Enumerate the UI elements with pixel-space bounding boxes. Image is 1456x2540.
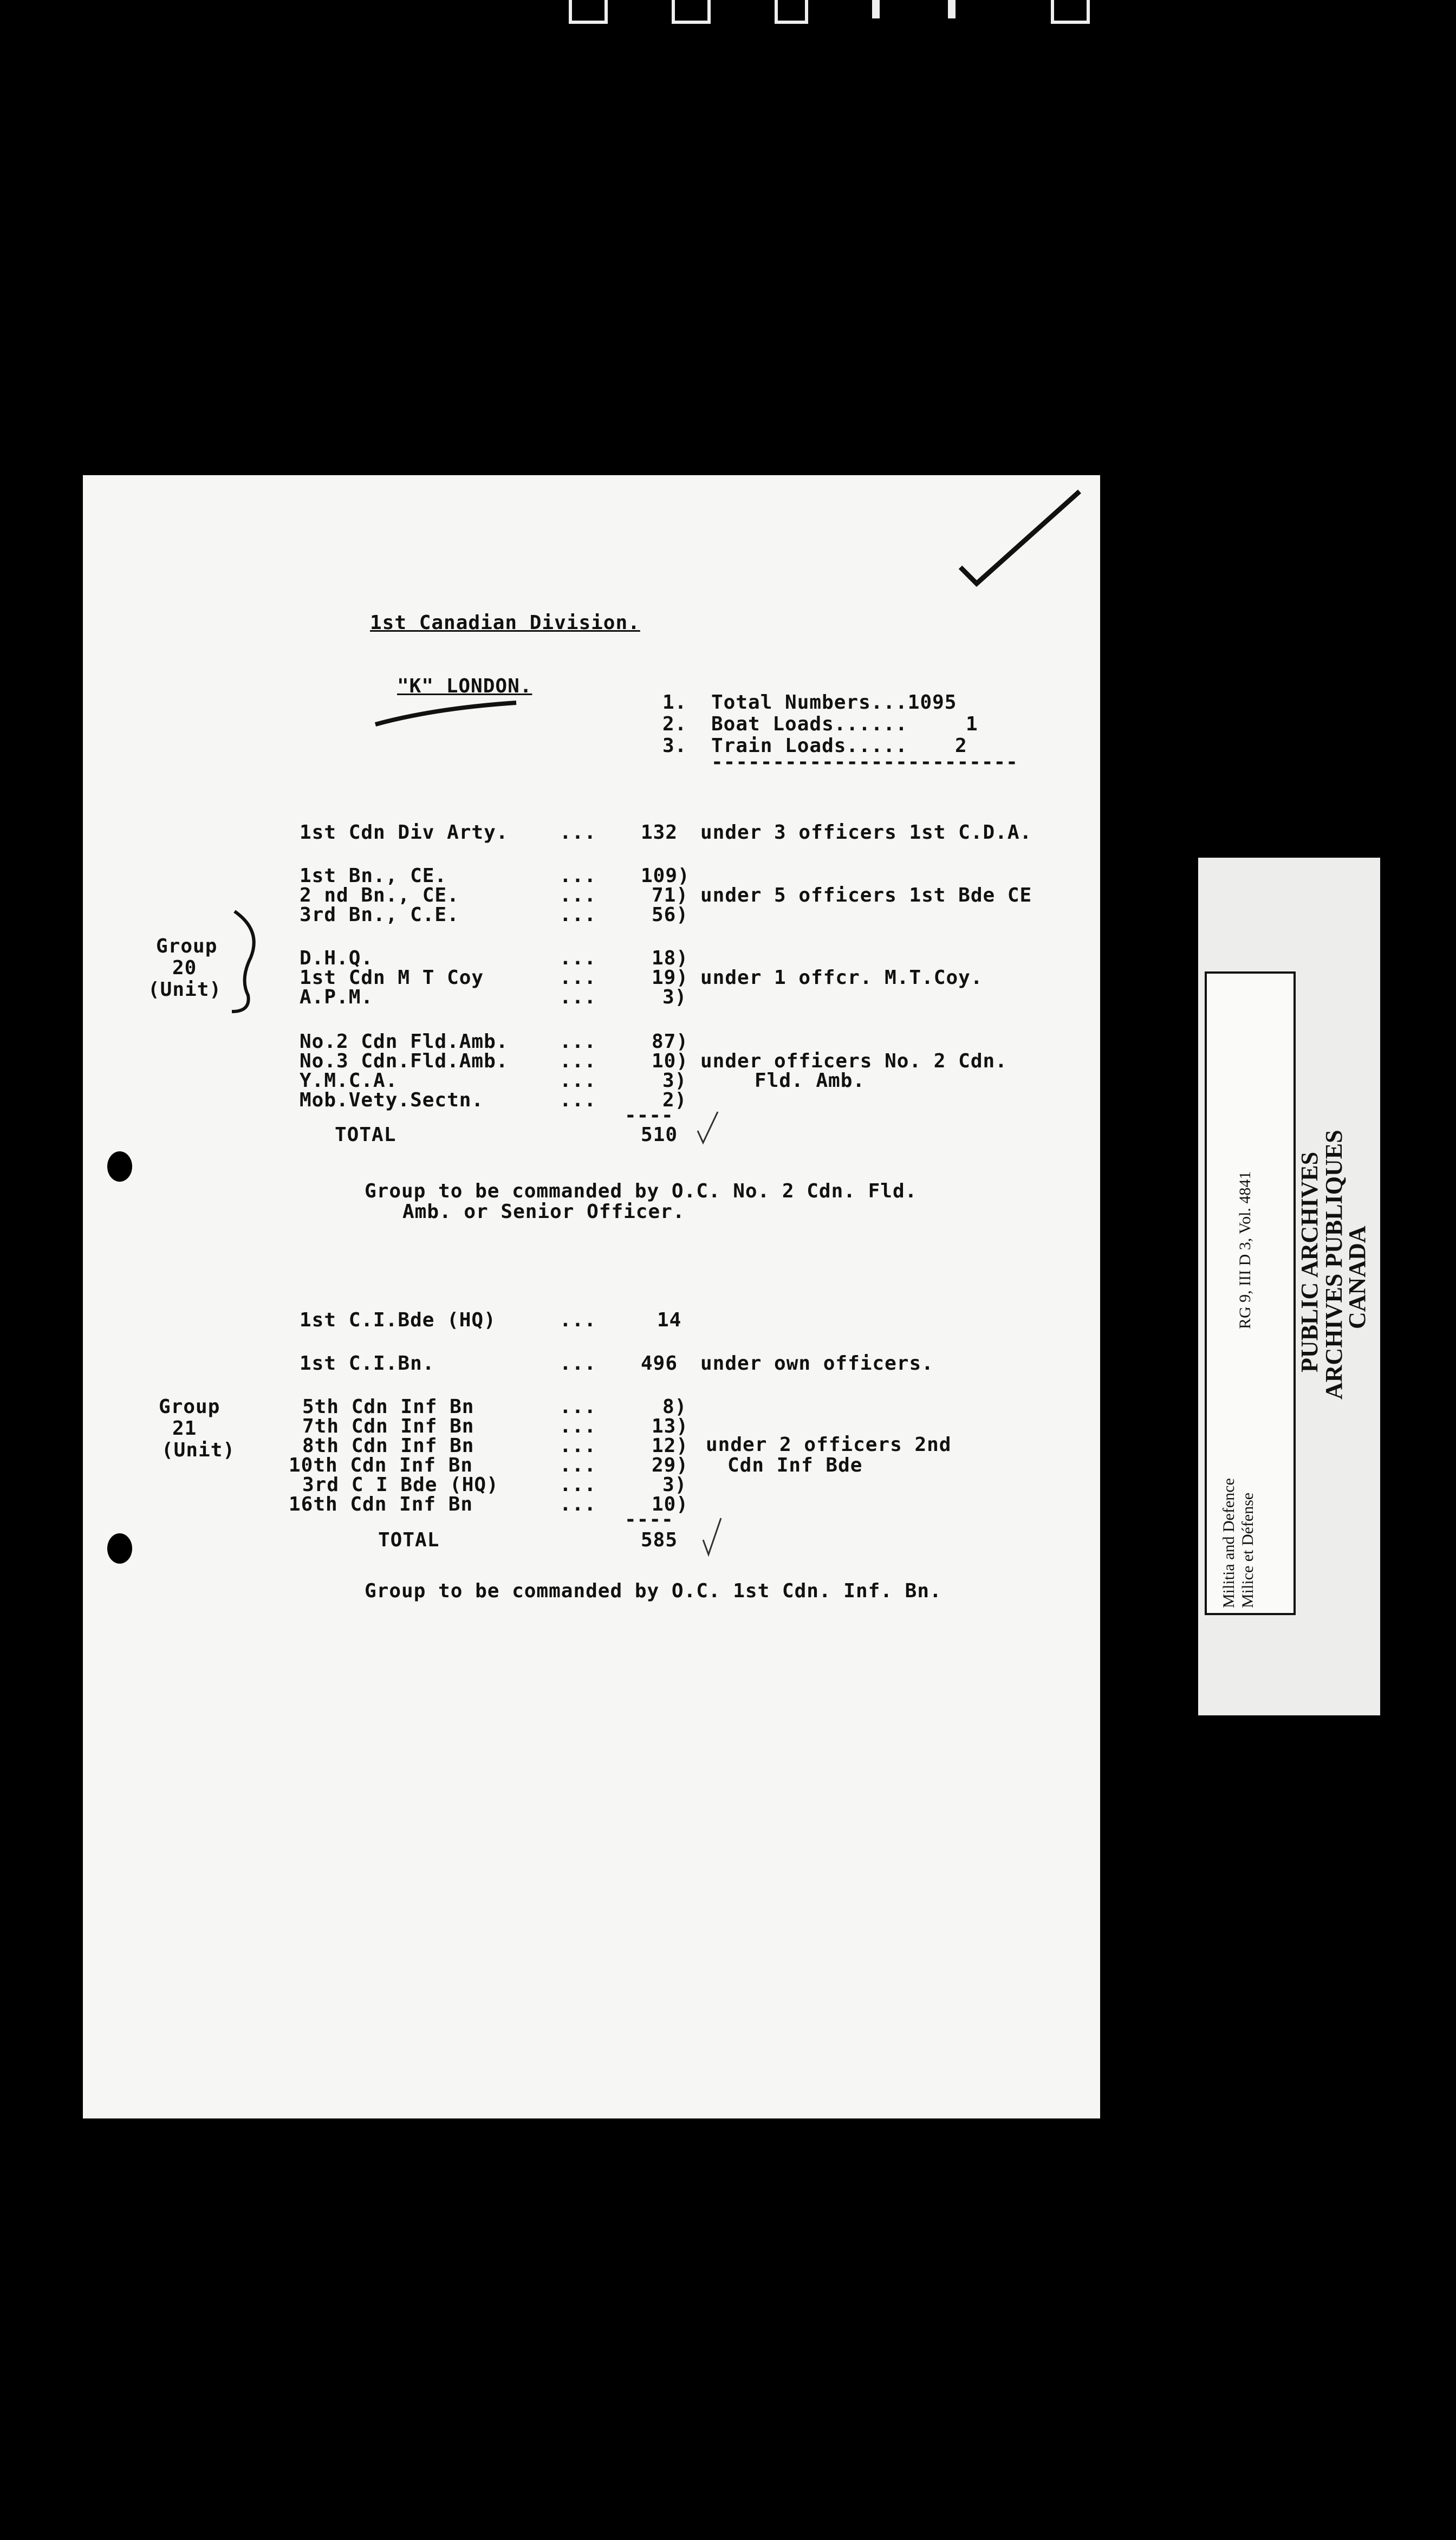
group21-total: 585	[641, 1529, 678, 1551]
unit-count: 10)	[652, 1493, 689, 1515]
block-note: under 2 officers 2nd	[706, 1434, 952, 1456]
summary-num: 3.	[662, 735, 687, 757]
unit-count: 87)	[652, 1031, 689, 1053]
unit-dots: ...	[560, 1474, 597, 1496]
block-note-line2: Fld. Amb.	[755, 1070, 866, 1092]
group20-command-line: Amb. or Senior Officer.	[402, 1201, 685, 1223]
label-dept-en: Militia and Defence	[1220, 1478, 1238, 1608]
unit-name: No.2 Cdn Fld.Amb.	[300, 1031, 509, 1053]
group21-label-line: (Unit)	[161, 1439, 236, 1461]
group20-total: 510	[641, 1124, 678, 1146]
unit-count: 29)	[652, 1454, 689, 1476]
unit-dots: ...	[560, 986, 597, 1008]
unit-dots: ...	[560, 947, 597, 969]
unit-count: 12)	[652, 1435, 689, 1457]
group21-label-line: 21	[172, 1417, 197, 1440]
unit-name: 16th Cdn Inf Bn	[289, 1493, 473, 1515]
arty-note: under 3 officers 1st C.D.A.	[700, 821, 1032, 844]
archive-label-card	[1198, 858, 1380, 1715]
summary-text: Train Loads.....	[711, 735, 908, 757]
unit-name: 10th Cdn Inf Bn	[289, 1454, 473, 1476]
unit-name: 5th Cdn Inf Bn	[302, 1396, 474, 1418]
group21-bn-count: 496	[641, 1352, 678, 1375]
group20-command-line: Group to be commanded by O.C. No. 2 Cdn. Fld.	[365, 1180, 918, 1202]
location-underline-stroke	[370, 697, 522, 730]
unit-name: 1st Bn., CE.	[300, 865, 447, 887]
group20-label-line: Group	[156, 935, 218, 957]
unit-dots: ...	[560, 967, 597, 989]
film-frame-marks	[569, 0, 1089, 22]
block-note: under 5 officers 1st Bde CE	[700, 884, 1032, 906]
label-reference: RG 9, III D 3, Vol. 4841	[1236, 1171, 1254, 1329]
location-heading: "K" LONDON.	[397, 675, 532, 697]
group21-hq-unit: 1st C.I.Bde (HQ)	[300, 1309, 496, 1331]
group21-hq-count: 14	[657, 1309, 682, 1331]
unit-name: A.P.M.	[300, 986, 374, 1008]
unit-dots: ...	[560, 884, 597, 906]
unit-count: 2)	[662, 1089, 687, 1111]
unit-count: 10)	[652, 1050, 689, 1072]
group20-bracket	[229, 909, 272, 1017]
arty-count: 132	[641, 821, 678, 844]
label-archives-en: PUBLIC ARCHIVES	[1296, 1151, 1323, 1372]
unit-count: 18)	[652, 947, 689, 969]
unit-count: 56)	[652, 904, 689, 926]
summary-value: 2	[955, 735, 967, 757]
summary-num: 1.	[662, 691, 687, 714]
unit-count: 3)	[662, 1070, 687, 1092]
group21-total-label: TOTAL	[378, 1529, 440, 1551]
unit-name: 2 nd Bn., CE.	[300, 884, 459, 906]
unit-count: 8)	[662, 1396, 687, 1418]
label-country: CANADA	[1344, 1226, 1370, 1329]
punch-hole	[107, 1151, 132, 1182]
group21-hq-dots: ...	[560, 1309, 597, 1331]
punch-hole	[107, 1533, 132, 1564]
summary-text: Boat Loads......	[711, 713, 908, 735]
block-note: under 1 offcr. M.T.Coy.	[700, 967, 983, 989]
arty-dots: ...	[560, 821, 597, 844]
summary-text: Total Numbers...1095	[711, 691, 957, 714]
group21-bn-note: under own officers.	[700, 1352, 934, 1375]
unit-name: 3rd Bn., C.E.	[300, 904, 459, 926]
group21-bn-unit: 1st C.I.Bn.	[300, 1352, 435, 1375]
tick-mark-icon	[695, 1109, 722, 1147]
unit-dots: ...	[560, 1435, 597, 1457]
unit-dots: ...	[560, 1070, 597, 1092]
unit-name: No.3 Cdn.Fld.Amb.	[300, 1050, 509, 1072]
block-note: under officers No. 2 Cdn.	[700, 1050, 1007, 1072]
group20-label-line: 20	[172, 957, 197, 979]
group21-bn-dots: ...	[560, 1352, 597, 1375]
unit-count: 3)	[662, 986, 687, 1008]
group21-label-line: Group	[159, 1396, 220, 1418]
unit-dots: ...	[560, 1396, 597, 1418]
unit-dots: ...	[560, 1415, 597, 1437]
unit-dots: ...	[560, 1493, 597, 1515]
unit-name: 3rd C I Bde (HQ)	[302, 1474, 499, 1496]
group20-label-line: (Unit)	[148, 979, 222, 1001]
unit-dots: ...	[560, 904, 597, 926]
block-note-line2: Cdn Inf Bde	[727, 1454, 863, 1476]
unit-dots: ...	[560, 1089, 597, 1111]
group21-command: Group to be commanded by O.C. 1st Cdn. Inf. Bn.	[365, 1580, 942, 1602]
unit-dots: ...	[560, 1031, 597, 1053]
unit-count: 109)	[641, 865, 690, 887]
group20-total-label: TOTAL	[335, 1124, 396, 1146]
document-title: 1st Canadian Division.	[370, 612, 640, 634]
document-page	[83, 475, 1100, 2118]
unit-count: 19)	[652, 967, 689, 989]
summary-rule: -------------------------	[711, 751, 1018, 773]
unit-dots: ...	[560, 865, 597, 887]
unit-name: D.H.Q.	[300, 947, 374, 969]
group20-rule: ----	[625, 1104, 674, 1126]
unit-count: 13)	[652, 1415, 689, 1437]
label-archives-fr: ARCHIVES PUBLIQUES	[1321, 1130, 1347, 1399]
unit-name: Y.M.C.A.	[300, 1070, 398, 1092]
check-mark-icon	[950, 486, 1090, 627]
label-dept-fr: Milice et Défense	[1239, 1492, 1257, 1608]
unit-dots: ...	[560, 1454, 597, 1476]
unit-dots: ...	[560, 1050, 597, 1072]
tick-mark-icon	[700, 1515, 727, 1559]
unit-name: Mob.Vety.Sectn.	[300, 1089, 484, 1111]
unit-name: 7th Cdn Inf Bn	[302, 1415, 474, 1437]
unit-count: 3)	[662, 1474, 687, 1496]
group21-rule: ----	[625, 1508, 674, 1531]
arty-unit: 1st Cdn Div Arty.	[300, 821, 509, 844]
unit-name: 8th Cdn Inf Bn	[302, 1435, 474, 1457]
summary-num: 2.	[662, 713, 687, 735]
summary-value: 1	[966, 713, 978, 735]
unit-count: 71)	[652, 884, 689, 906]
unit-name: 1st Cdn M T Coy	[300, 967, 484, 989]
